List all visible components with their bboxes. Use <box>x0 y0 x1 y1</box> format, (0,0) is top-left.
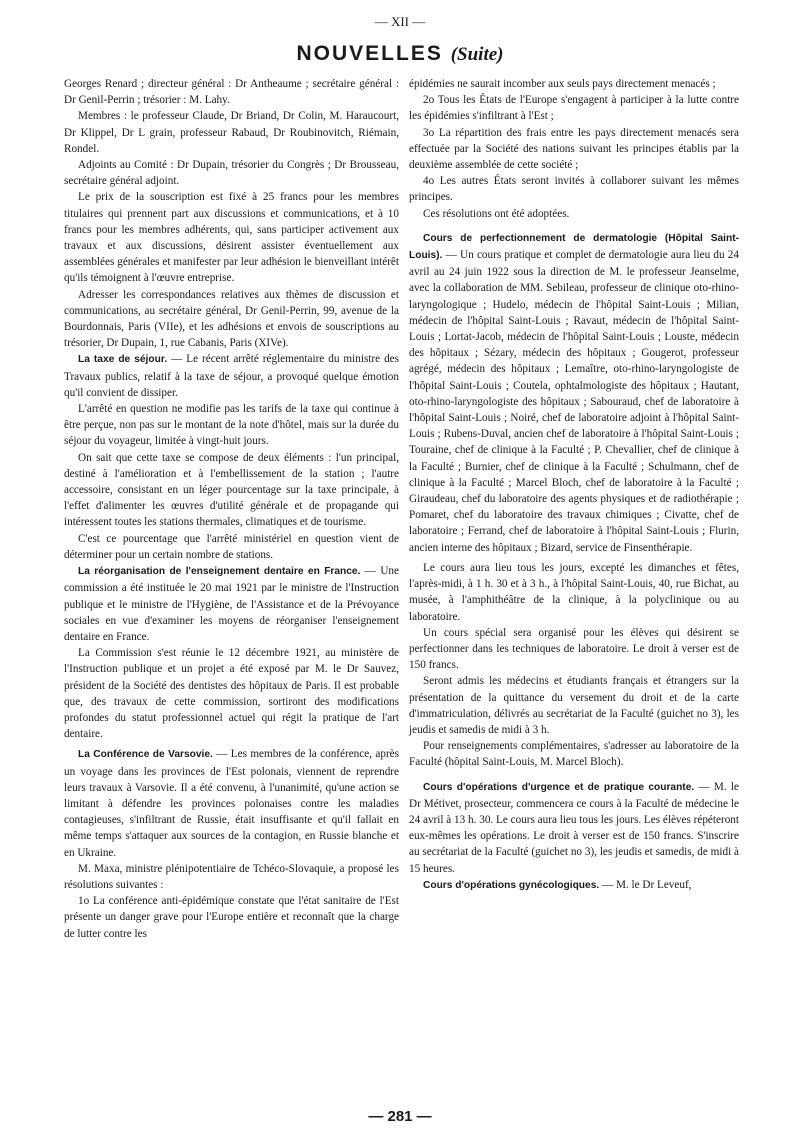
paragraph: C'est ce pourcentage que l'arrêté ministériel en question vient de déterminer pour un certain nombre de stations. <box>64 532 399 561</box>
paragraph: 3o La répartition des frais entre les pays directement menacés sera effectuée par la Société des nations suivant les principes établis par la deuxième assemblée de cette société ; <box>409 126 739 172</box>
left-column <box>64 76 399 942</box>
article-dermatologie <box>409 230 739 556</box>
right-column <box>409 76 739 894</box>
paragraph: La Commission s'est réunie le 12 décembre 1921, au ministère de l'Instruction publique et un projet a été exposé par M. le Dr Sauvez, président de la Société des dentistes des hôpitaux de Paris. Il est probable que, des travaux de cette commission, sortiront des modifications profondes du statut professionnel actuel qui régit la pratique de l'art dentaire. <box>64 647 399 741</box>
article-sejour <box>64 351 399 401</box>
page-roman-number: — XII — <box>374 14 426 29</box>
heading-cours-dermatologie: Cours de perfectionnement de dermatologie (Hôpital Saint-Louis). <box>409 232 739 262</box>
paragraph-text: — Le récent arrêté réglementaire du ministre des Travaux publics, relatif à la taxe de séjour, a provoqué quelque émotion qu'il convient de dissiper. <box>64 353 400 399</box>
paragraph: 2o Tous les États de l'Europe s'engagent à participer à la lutte contre les épidémies s'infiltrant à l'Est ; <box>409 94 739 123</box>
title-suffix: (Suite) <box>450 44 504 65</box>
paragraph: Un cours spécial sera organisé pour les élèves qui désirent se perfectionner dans les techniques de laboratoire. Le droit à verser est de 150 francs. <box>409 626 739 672</box>
paragraph: Adjoints au Comité : Dr Dupain, trésorier du Congrès ; Dr Brousseau, secrétaire général adjoint. <box>64 159 399 188</box>
heading-cours-urgence: Cours d'opérations d'urgence et de pratique courante. <box>423 781 695 793</box>
paragraph-text: — Une commission a été instituée le 20 mai 1921 par le ministre de l'Instruction publique et le ministre de l'Hygiène, de l'Assistance et de la Prévoyance sociales en vue d'examiner les moyens de réorganiser l'enseignement dentaire en France. <box>64 565 399 643</box>
paragraph-text: — Les membres de la conférence, après un voyage dans les provinces de l'Est polonais, viennent de reprendre leurs travaux à Varsovie. Il a été convenu, à l'unanimité, qu'une action se limitant à défendre les provinces polonaises contre les maladies contagieuses, s'infiltrant de Russie, était insuffisante et qu'il fallait en même temps s'attaquer aux sources de la contagion, en Russie blanche et en Ukraine. <box>64 748 399 859</box>
paragraph: épidémies ne saurait incomber aux seuls pays directement menacés ; <box>409 78 716 90</box>
heading-cours-gynecologie: Cours d'opérations gynécologiques. <box>423 879 600 891</box>
article-varsovie <box>64 746 399 860</box>
paragraph: Seront admis les médecins et étudiants français et étrangers sur la présentation de la quittance du versement du droit et de la carte d'immatriculation, délivrés au secrétariat de la Faculté (guichet no 3), les jeudis et samedis de midi à 3 h. <box>409 675 739 736</box>
paragraph-text: — Un cours pratique et complet de dermatologie aura lieu du 24 avril au 24 juin 1922 sous la direction de M. le professeur Jeanselme, avec la collaboration de MM. Sebileau, professeur de clinique oto-rhino-laryngologique ; Hudelo, médecin de l'hôpital Saint-Louis ; Milian, médecin de l'hôpital Saint-Louis ; Ravaut, médecin de l'hôpital Saint-Louis ; Lortat-Jacob, médecin de l'hôpital Saint-Louis ; Louste, médecin des hôpitaux ; Sézary, médecin des hôpitaux ; Gougerot, professeur agrégé, médecin des hôpitaux ; Lemaître, oto-rhino-laryngologiste de l'hôpital Saint-Louis ; Coutela, ophtalmologiste des hôpitaux ; Hautant, oto-rhino-laryngologiste des hôpitaux ; Sabouraud, chef de laboratoire à l'hôpital Saint-Louis ; Noiré, chef de laboratoire adjoint à l'hôpital Saint-Louis ; Rubens-Duval, ancien chef de laboratoire à l'hôpital Saint-Louis ; Touraine, chef de clinique à la Faculté ; P. Chevallier, chef de clinique à la Faculté ; Burnier, chef de clinique à la Faculté ; Schulmann, chef de clinique à la Faculté ; Marcel Bloch, chef de laboratoire à la Faculté ; Giraudeau, chef du laboratoire des agents physiques et de radiothérapie ; Pomaret, chef du laboratoire des travaux chimiques ; Civatte, chef de laboratoire ; Ferrand, chef de laboratoire à l'hôpital Saint-Louis ; Flurin, ancien interne des hôpitaux ; Bizard, service de Finsenthérapie. <box>409 249 739 554</box>
paragraph: Georges Renard ; directeur général : Dr Antheaume ; secrétaire général : Dr Genil-Perrin ; trésorier : M. Lahy. <box>64 78 399 107</box>
article-gynecologie <box>409 877 739 894</box>
paragraph: On sait que cette taxe se compose de deux éléments : l'un principal, destiné à l'amélioration et à l'embellissement de la station ; l'autre accessoire, consistant en un léger pourcentage sur la taxe principale, à l'effet d'alimenter les œuvres d'utilité générale et de propagande qui intéressent toutes les stations thermales, climatiques et de tourisme. <box>64 451 399 529</box>
paragraph: Pour renseignements complémentaires, s'adresser au laboratoire de la Faculté (hôpital Saint-Louis, M. Marcel Bloch). <box>409 740 739 769</box>
paragraph: M. Maxa, ministre plénipotentiaire de Tchéco-Slovaquie, a proposé les résolutions suivantes : <box>64 862 399 891</box>
heading-taxe-sejour: La taxe de séjour. <box>78 354 168 366</box>
paragraph: Adresser les correspondances relatives aux thèmes de discussion et communications, au secrétaire général, Dr Genil-Perrin, 99, avenue de la Bourdonnais, Paris (VIIe), et les adhésions et envois de souscriptions au trésorier, Dr Dupain, 1, rue Cabanis, Paris (XIVe). <box>64 288 399 350</box>
page-number: — 281 — <box>368 1108 432 1125</box>
paragraph: L'arrêté en question ne modifie pas les tarifs de la taxe qui continue à être perçue, non pas sur le montant de la note d'hôtel, mais sur la durée du séjour du voyageur, limitée à vingt-huit jours. <box>64 403 399 448</box>
title-main: NOUVELLES <box>296 42 443 65</box>
heading-conference-varsovie: La Conférence de Varsovie. <box>78 749 213 761</box>
paragraph-text: — M. le Dr Leveuf, <box>599 878 692 891</box>
article-dentaire <box>64 563 399 645</box>
paragraph: Membres : le professeur Claude, Dr Briand, Dr Colin, M. Haraucourt, Dr Klippel, Dr L grain, professeur Rabaud, Dr Roubinovitch, Riémain, Rondel. <box>64 110 399 155</box>
paragraph: 1o La conférence anti-épidémique constate que l'état sanitaire de l'Est présente un danger grave pour l'Europe entière et reconnaît que la charge de lutter contre les <box>64 895 399 940</box>
paragraph: Le cours aura lieu tous les jours, excepté les dimanches et fêtes, l'après-midi, à 1 h. 30 et à 3 h., à l'hôpital Saint-Louis, 40, rue Bichat, au musée, à l'amphithéâtre de la clinique, à la polyclinique ou au laboratoire. <box>409 561 739 623</box>
article-urgence <box>409 779 739 877</box>
paragraph: Le prix de la souscription est fixé à 25 francs pour les membres titulaires qui prennent part aux discussions et communications, et à 10 francs pour les membres adhérents, qui, sans participer activement aux travaux et aux discussions, désirent assister éventuellement aux assemblées générales et manifester par leur adhésion le bienveillant intérêt qu'ils témoignent à l'œuvre entreprise. <box>64 191 399 285</box>
heading-enseignement-dentaire: La réorganisation de l'enseignement dentaire en France. <box>78 566 361 578</box>
paragraph-text: — M. le Dr Métivet, prosecteur, commencera ce cours à la Faculté de médecine le 24 avril à 13 h. 30. Le cours aura lieu tous les jours. Les élèves répéteront eux-mêmes les opérations. Le droit à verser est de 150 francs. S'inscrire au secrétariat de la Faculté (guichet no 3), les jeudis et samedis, de midi à 15 heures. <box>409 780 739 875</box>
page-title <box>0 42 800 66</box>
paragraph: 4o Les autres États seront invités à collaborer suivant les mêmes principes. <box>409 175 739 204</box>
paragraph: Ces résolutions ont été adoptées. <box>423 207 570 220</box>
